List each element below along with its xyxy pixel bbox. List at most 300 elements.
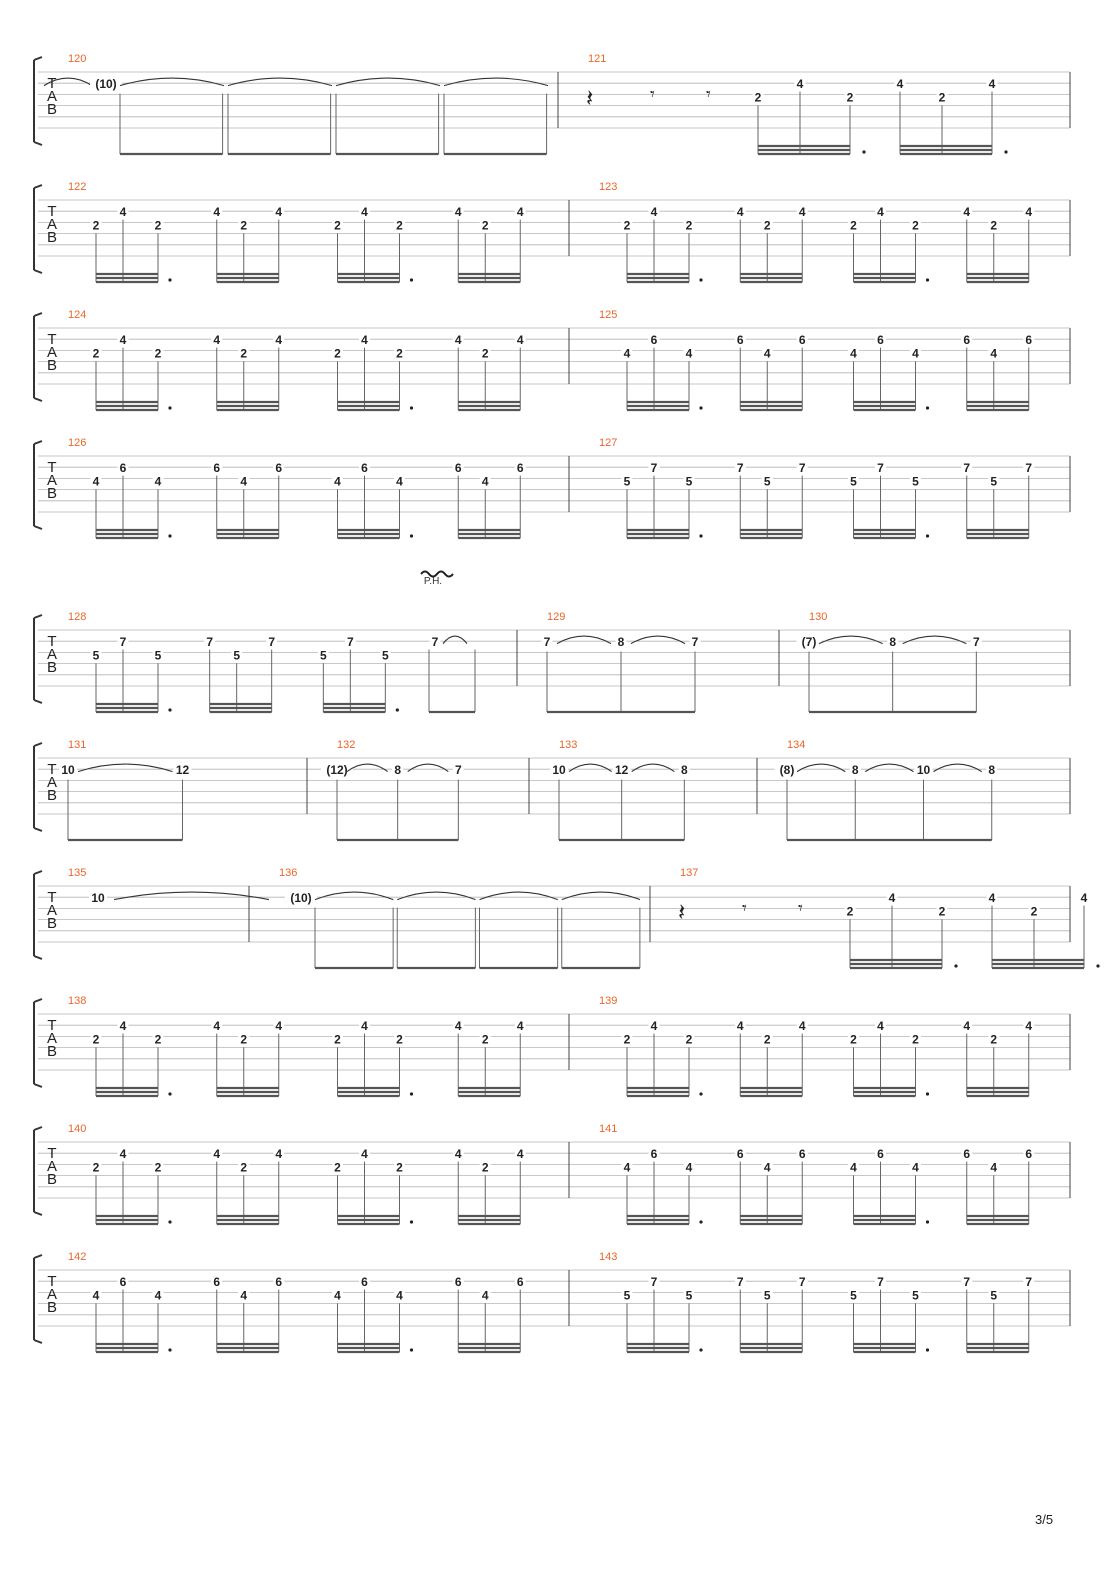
tab-clef-letter: A (46, 344, 58, 361)
duration-dot (699, 534, 702, 537)
eighth-rest: 𝄾 (650, 84, 655, 105)
fret-number: 4 (92, 474, 100, 489)
tie-arc (315, 892, 393, 900)
fret-number: 5 (990, 474, 998, 489)
fret-number: 4 (798, 205, 806, 220)
measure-number: 140 (68, 1123, 87, 1135)
fret-number: (7) (801, 635, 817, 650)
fret-number: 6 (361, 461, 368, 476)
duration-dot (926, 1092, 929, 1095)
fret-number: 10 (916, 763, 931, 778)
fret-number: 8 (680, 763, 688, 778)
fret-number: 7 (206, 635, 214, 650)
tab-clef-letter: B (46, 1299, 58, 1316)
fret-number: 2 (92, 218, 100, 233)
measure-number: 120 (68, 53, 87, 65)
tab-clef-letter: A (46, 1286, 58, 1303)
fret-number: 4 (213, 1019, 221, 1034)
fret-number: 4 (396, 1288, 403, 1303)
fret-number: 4 (119, 205, 127, 220)
fret-number: 6 (275, 461, 283, 476)
tab-clef-letter: B (46, 915, 58, 932)
fret-number: 6 (119, 461, 127, 476)
fret-number: 4 (275, 1019, 283, 1034)
tie-arc (336, 78, 440, 86)
fret-number: 7 (877, 461, 884, 476)
tab-clef-letter: A (46, 88, 58, 105)
fret-number: 2 (912, 218, 919, 233)
fret-number: 6 (877, 333, 884, 348)
tie-arc (562, 892, 640, 900)
fret-number: 4 (275, 205, 283, 220)
fret-number: 2 (938, 904, 946, 919)
system-bracket (34, 441, 42, 529)
duration-dot (1096, 964, 1099, 967)
fret-number: 7 (119, 635, 127, 650)
fret-number: 4 (119, 333, 127, 348)
fret-number: 2 (912, 1032, 919, 1047)
eighth-rest: 𝄾 (798, 898, 803, 919)
measure-number: 136 (279, 867, 298, 879)
fret-number: 2 (334, 346, 341, 361)
fret-number: 6 (361, 1275, 368, 1290)
tab-clef-letter: T (47, 331, 57, 348)
tab-clef-letter: T (47, 1273, 57, 1290)
fret-number: 7 (963, 1275, 971, 1290)
fret-number: 2 (481, 1160, 489, 1175)
tie-arc (78, 764, 173, 772)
fret-number: 2 (154, 218, 162, 233)
duration-dot (926, 406, 929, 409)
tie-arc (347, 764, 388, 772)
fret-number: 5 (154, 648, 162, 663)
duration-dot (168, 534, 171, 537)
fret-number: 4 (763, 346, 771, 361)
tab-clef-letter: A (46, 472, 58, 489)
fret-number: 5 (990, 1288, 998, 1303)
fret-number: 5 (912, 1288, 919, 1303)
duration-dot (168, 1348, 171, 1351)
tab-clef-letter: A (46, 1030, 58, 1047)
fret-number: 2 (240, 1032, 248, 1047)
fret-number: 6 (877, 1147, 884, 1162)
fret-number: 6 (650, 1147, 658, 1162)
fret-number: (8) (779, 763, 795, 778)
tab-clef-letter: T (47, 75, 57, 92)
eighth-rest: 𝄾 (742, 898, 747, 919)
tie-arc (443, 636, 467, 644)
fret-number: 10 (91, 891, 105, 906)
fret-number: 2 (846, 90, 854, 105)
fret-number: 5 (319, 648, 327, 663)
fret-number: 2 (240, 346, 248, 361)
tie-arc (632, 764, 675, 772)
duration-dot (168, 1220, 171, 1223)
fret-number: 4 (361, 333, 368, 348)
fret-number: 6 (798, 333, 806, 348)
fret-number: 7 (798, 1275, 806, 1290)
duration-dot (168, 1092, 171, 1095)
tab-clef-letter: B (46, 1043, 58, 1060)
fret-number: 2 (481, 1032, 489, 1047)
fret-number: 4 (334, 1288, 341, 1303)
tie-arc (397, 892, 475, 900)
system-bracket (34, 743, 42, 831)
fret-number: 4 (454, 1147, 462, 1162)
duration-dot (926, 1220, 929, 1223)
tie-arc (480, 892, 558, 900)
duration-dot (410, 1220, 413, 1223)
fret-number: 7 (736, 1275, 744, 1290)
fret-number: 4 (623, 346, 631, 361)
duration-dot (862, 150, 865, 153)
fret-number: 7 (543, 635, 551, 650)
fret-number: 2 (92, 1160, 100, 1175)
fret-number: 4 (334, 474, 341, 489)
fret-number: 5 (763, 474, 771, 489)
tab-clef-letter: B (46, 101, 58, 118)
duration-dot (396, 708, 399, 711)
fret-number: 2 (763, 218, 771, 233)
tab-clef-letter: T (47, 203, 57, 220)
fret-number: 4 (1025, 1019, 1033, 1034)
fret-number: 2 (754, 90, 762, 105)
tie-arc (797, 764, 845, 772)
fret-number: 4 (1025, 205, 1033, 220)
measure-number: 141 (599, 1123, 618, 1135)
fret-number: (10) (290, 891, 312, 906)
duration-dot (168, 708, 171, 711)
system-bracket (34, 313, 42, 401)
measure-number: 126 (68, 437, 87, 449)
tab-clef-letter: B (46, 1171, 58, 1188)
fret-number: 4 (119, 1019, 127, 1034)
quarter-rest: 𝄽 (678, 898, 686, 926)
tie-arc (444, 78, 548, 86)
measure-number: 134 (787, 739, 806, 751)
fret-number: 4 (361, 1019, 368, 1034)
tab-clef-letter: A (46, 1158, 58, 1175)
fret-number: 4 (396, 474, 403, 489)
fret-number: 6 (798, 1147, 806, 1162)
duration-dot (410, 1092, 413, 1095)
fret-number: 2 (154, 1032, 162, 1047)
tie-arc (557, 636, 611, 644)
fret-number: 7 (877, 1275, 884, 1290)
technique-label: P.H. (423, 576, 443, 587)
fret-number: 7 (1025, 1275, 1033, 1290)
fret-number: 2 (154, 346, 162, 361)
duration-dot (699, 1092, 702, 1095)
fret-number: 5 (623, 1288, 631, 1303)
fret-number: 5 (381, 648, 389, 663)
fret-number: 4 (990, 346, 998, 361)
fret-number: (10) (95, 77, 117, 92)
quarter-rest: 𝄽 (586, 84, 594, 112)
fret-number: 4 (896, 77, 904, 92)
fret-number: 4 (850, 1160, 857, 1175)
fret-number: 7 (736, 461, 744, 476)
fret-number: 2 (396, 1032, 403, 1047)
fret-number: 6 (275, 1275, 283, 1290)
fret-number: 2 (938, 90, 946, 105)
fret-number: 4 (685, 346, 693, 361)
fret-number: 6 (119, 1275, 127, 1290)
system-bracket (34, 1255, 42, 1343)
fret-number: 6 (736, 333, 744, 348)
duration-dot (926, 534, 929, 537)
fret-number: 2 (623, 218, 631, 233)
measure-number: 122 (68, 181, 87, 193)
fret-number: 12 (614, 763, 629, 778)
measure-number: 127 (599, 437, 618, 449)
fret-number: 6 (736, 1147, 744, 1162)
fret-number: 4 (736, 1019, 744, 1034)
tab-clef-letter: B (46, 787, 58, 804)
tab-clef-letter: T (47, 1017, 57, 1034)
fret-number: 4 (240, 1288, 248, 1303)
tie-arc (228, 78, 332, 86)
fret-number: 8 (394, 763, 402, 778)
fret-number: 7 (431, 635, 439, 650)
fret-number: 8 (988, 763, 996, 778)
fret-number: 2 (240, 218, 248, 233)
tab-clef-letter: T (47, 889, 57, 906)
fret-number: 7 (454, 763, 462, 778)
fret-number: 2 (396, 218, 403, 233)
fret-number: 2 (990, 1032, 998, 1047)
measure-number: 131 (68, 739, 87, 751)
tie-arc (114, 892, 269, 900)
fret-number: 8 (889, 635, 897, 650)
tab-clef-letter: B (46, 485, 58, 502)
fret-number: 4 (275, 333, 283, 348)
measure-number: 130 (809, 611, 828, 623)
duration-dot (1004, 150, 1007, 153)
fret-number: 7 (1025, 461, 1033, 476)
fret-number: 4 (685, 1160, 693, 1175)
fret-number: 4 (1080, 891, 1088, 906)
fret-number: 4 (888, 891, 896, 906)
fret-number: 4 (650, 1019, 658, 1034)
duration-dot (168, 278, 171, 281)
fret-number: 4 (963, 1019, 971, 1034)
fret-number: 7 (963, 461, 971, 476)
fret-number: 6 (1025, 1147, 1033, 1162)
duration-dot (410, 406, 413, 409)
duration-dot (699, 278, 702, 281)
fret-number: 7 (972, 635, 980, 650)
measure-number: 129 (547, 611, 566, 623)
fret-number: 4 (481, 474, 489, 489)
measure-number: 133 (559, 739, 578, 751)
measure-number: 137 (680, 867, 699, 879)
fret-number: 4 (154, 1288, 162, 1303)
fret-number: 5 (912, 474, 919, 489)
tab-clef-letter: T (47, 633, 57, 650)
fret-number: 2 (990, 218, 998, 233)
fret-number: 5 (685, 474, 693, 489)
fret-number: 6 (516, 1275, 524, 1290)
fret-number: 10 (61, 763, 75, 778)
system-bracket (34, 57, 42, 145)
fret-number: 7 (650, 461, 658, 476)
measure-number: 124 (68, 309, 87, 321)
fret-number: 2 (685, 218, 693, 233)
fret-number: (12) (326, 763, 348, 778)
fret-number: 6 (454, 461, 462, 476)
measure-number: 121 (588, 53, 607, 65)
fret-number: 4 (516, 1019, 524, 1034)
fret-number: 5 (233, 648, 241, 663)
fret-number: 5 (763, 1288, 771, 1303)
fret-number: 2 (240, 1160, 248, 1175)
tie-arc (631, 636, 685, 644)
fret-number: 8 (617, 635, 625, 650)
fret-number: 2 (623, 1032, 631, 1047)
measure-number: 125 (599, 309, 618, 321)
tab-clef-letter: T (47, 761, 57, 778)
duration-dot (168, 406, 171, 409)
fret-number: 2 (92, 346, 100, 361)
fret-number: 4 (481, 1288, 489, 1303)
fret-number: 4 (763, 1160, 771, 1175)
duration-dot (926, 1348, 929, 1351)
fret-number: 4 (213, 333, 221, 348)
fret-number: 2 (92, 1032, 100, 1047)
fret-number: 7 (650, 1275, 658, 1290)
fret-number: 2 (850, 218, 857, 233)
fret-number: 5 (850, 1288, 857, 1303)
fret-number: 4 (912, 1160, 919, 1175)
fret-number: 4 (92, 1288, 100, 1303)
fret-number: 6 (213, 1275, 221, 1290)
fret-number: 8 (851, 763, 859, 778)
tie-arc (569, 764, 612, 772)
fret-number: 2 (846, 904, 854, 919)
duration-dot (410, 534, 413, 537)
duration-dot (699, 406, 702, 409)
duration-dot (410, 278, 413, 281)
system-bracket (34, 1127, 42, 1215)
measure-number: 135 (68, 867, 87, 879)
fret-number: 6 (1025, 333, 1033, 348)
tie-arc (865, 764, 913, 772)
fret-number: 4 (240, 474, 248, 489)
fret-number: 2 (334, 1032, 341, 1047)
fret-number: 12 (175, 763, 190, 778)
fret-number: 2 (763, 1032, 771, 1047)
fret-number: 6 (963, 333, 971, 348)
fret-number: 4 (623, 1160, 631, 1175)
duration-dot (699, 1220, 702, 1223)
fret-number: 7 (691, 635, 699, 650)
fret-number: 4 (275, 1147, 283, 1162)
fret-number: 4 (850, 346, 857, 361)
tab-clef-letter: A (46, 774, 58, 791)
fret-number: 4 (454, 333, 462, 348)
fret-number: 4 (736, 205, 744, 220)
system-bracket (34, 615, 42, 703)
system-bracket (34, 185, 42, 273)
tab-clef-letter: T (47, 459, 57, 476)
duration-dot (699, 1348, 702, 1351)
eighth-rest: 𝄾 (706, 84, 711, 105)
fret-number: 2 (334, 1160, 341, 1175)
fret-number: 4 (361, 1147, 368, 1162)
fret-number: 6 (516, 461, 524, 476)
tie-arc (120, 78, 224, 86)
fret-number: 4 (912, 346, 919, 361)
fret-number: 4 (516, 333, 524, 348)
fret-number: 6 (650, 333, 658, 348)
fret-number: 4 (516, 1147, 524, 1162)
fret-number: 2 (396, 346, 403, 361)
fret-number: 2 (850, 1032, 857, 1047)
page-number: 3/5 (1035, 1512, 1054, 1527)
tie-arc (408, 764, 449, 772)
measure-number: 132 (337, 739, 356, 751)
measure-number: 138 (68, 995, 87, 1007)
fret-number: 4 (454, 1019, 462, 1034)
fret-number: 5 (92, 648, 100, 663)
tab-clef-letter: B (46, 659, 58, 676)
fret-number: 6 (213, 461, 221, 476)
tab-clef-letter: B (46, 357, 58, 374)
fret-number: 7 (346, 635, 354, 650)
system-bracket (34, 871, 42, 959)
fret-number: 7 (798, 461, 806, 476)
fret-number: 2 (481, 218, 489, 233)
fret-number: 4 (988, 77, 996, 92)
duration-dot (410, 1348, 413, 1351)
tab-clef-letter: B (46, 229, 58, 246)
fret-number: 2 (154, 1160, 162, 1175)
tab-clef-letter: T (47, 1145, 57, 1162)
fret-number: 4 (213, 1147, 221, 1162)
fret-number: 7 (268, 635, 276, 650)
measure-number: 128 (68, 611, 87, 623)
fret-number: 6 (454, 1275, 462, 1290)
fret-number: 4 (990, 1160, 998, 1175)
fret-number: 6 (963, 1147, 971, 1162)
fret-number: 4 (454, 205, 462, 220)
fret-number: 5 (850, 474, 857, 489)
fret-number: 4 (516, 205, 524, 220)
fret-number: 4 (988, 891, 996, 906)
measure-number: 142 (68, 1251, 87, 1263)
fret-number: 2 (685, 1032, 693, 1047)
fret-number: 2 (481, 346, 489, 361)
tie-arc (934, 764, 982, 772)
fret-number: 4 (877, 1019, 884, 1034)
measure-number: 123 (599, 181, 618, 193)
fret-number: 4 (154, 474, 162, 489)
duration-dot (954, 964, 957, 967)
fret-number: 4 (361, 205, 368, 220)
tab-clef-letter: A (46, 902, 58, 919)
fret-number: 4 (963, 205, 971, 220)
fret-number: 4 (796, 77, 804, 92)
duration-dot (926, 278, 929, 281)
fret-number: 10 (552, 763, 566, 778)
fret-number: 2 (396, 1160, 403, 1175)
fret-number: 4 (877, 205, 884, 220)
measure-number: 139 (599, 995, 618, 1007)
measure-number: 143 (599, 1251, 618, 1263)
fret-number: 4 (798, 1019, 806, 1034)
system-bracket (34, 999, 42, 1087)
